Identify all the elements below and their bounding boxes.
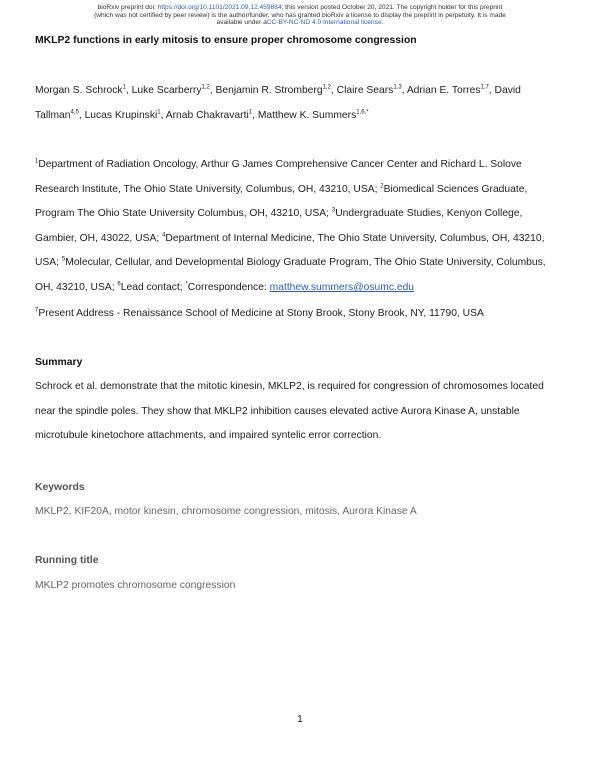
author-separator: , xyxy=(125,85,132,96)
author-separator: , xyxy=(401,85,407,96)
lead-contact: Lead contact; xyxy=(120,281,186,293)
author-affiliation-marker: 1,2 xyxy=(322,84,331,91)
correspondence-label: Correspondence: xyxy=(187,281,270,293)
preprint-notice-line-2: (which was not certified by peer review) is the author/funder, who has granted bioRxiv a license to display the preprint in perpetuity. It is made xyxy=(94,11,506,19)
preprint-notice-line-1: bioRxiv preprint doi: https://doi.org/10.1101/2021.09.12.459884; this version posted October 20, 2021. The copyright holder for this preprint xyxy=(97,4,503,11)
affiliations: $^1$Department of Radiation Oncology, Arthur G James Comprehensive Cancer Center and Richard L. Solove Research Institute, The Ohio State University, Columbus, OH, 43210, USA; $^2$Biomedical Sciences Graduate, Program The Ohio State University Columbus, OH, 43210, USA; $^3$Undergraduate Studies, Kenyon College, Gambier, OH, 43022, USA; $^4$Department of Internal Medicine, The Ohio State University, Columbus, OH, 43210, USA; $^5$Molecular, Cellular, and Developmental Biology Graduate Program, The Ohio State University, Columbus, OH, 43210, USA; $^6$Lead contact; *Correspondence: matthew.summers@osumc.edu xyxy=(35,158,546,293)
page-number: 1 xyxy=(297,714,303,725)
paper-title: MKLP2 functions in early mitosis to ensure proper chromosome congression xyxy=(35,35,417,46)
affiliation-7: $^7$Present Address - Renaissance School of Medicine at Stony Brook, Stony Brook, NY, 11790, USA xyxy=(35,307,484,319)
preprint-notice xyxy=(40,4,560,27)
author-list xyxy=(35,79,557,128)
author-name: Luke Scarberry xyxy=(131,85,202,96)
author-separator: , xyxy=(78,109,85,121)
author-name: Matthew K. Summers xyxy=(257,109,357,121)
doi-link[interactable]: https://doi.org/10.1101/2021.09.12.459884 xyxy=(157,4,282,11)
author-affiliation-marker: 1,7 xyxy=(480,84,489,91)
affiliation-2: Biomedical Sciences Graduate, Program The Ohio State University Columbus, OH, 43210, USA; xyxy=(35,183,528,220)
author-affiliation-marker: 1 xyxy=(122,84,126,91)
author-name: Benjamin R. Stromberg xyxy=(215,85,323,96)
preprint-notice-line-3: available under aCC-BY-NC-ND 4.0 International license. xyxy=(216,19,384,27)
author-affiliation-marker: 1,3 xyxy=(393,84,402,91)
affiliation-5: Molecular, Cellular, and Developmental Biology Graduate Program, The Ohio State University, Columbus, OH, 43210, USA; xyxy=(35,257,546,293)
author-affiliation-marker: 1,6,* xyxy=(356,109,369,116)
author-name: David Tallman xyxy=(35,85,521,121)
author-affiliation-marker: 1 xyxy=(248,109,253,116)
running-title-heading: Running title xyxy=(35,555,99,566)
license-link[interactable]: CC-BY-NC-ND 4.0 International license xyxy=(266,19,382,27)
author-name: Lucas Krupinski xyxy=(84,109,158,121)
author-name: Arnab Chakravarti xyxy=(165,109,249,121)
author-name: Adrian E. Torres xyxy=(406,85,481,96)
author-affiliation-marker: 4,5 xyxy=(70,109,79,116)
affiliation-4: Department of Internal Medicine, The Ohio State University, Columbus, OH, 43210, USA; xyxy=(35,232,545,269)
author-affiliation-marker: 1,2 xyxy=(201,84,210,91)
author-separator: , xyxy=(209,85,216,96)
author-separator: , xyxy=(488,85,495,96)
keywords-text: MKLP2, KIF20A, motor kinesin, chromosome congression, mitosis, Aurora Kinase A xyxy=(35,506,417,517)
author-separator: , xyxy=(330,85,337,96)
author-separator: , xyxy=(252,109,258,121)
keywords-heading: Keywords xyxy=(35,482,85,493)
correspondence-email-link[interactable]: matthew.summers@osumc.edu xyxy=(269,281,415,293)
author-separator: , xyxy=(160,109,166,121)
summary-heading: Summary xyxy=(35,357,83,368)
affiliation-3: Undergraduate Studies, Kenyon College, Gambier, OH, 43022, USA; xyxy=(35,208,523,244)
running-title-text: MKLP2 promotes chromosome congression xyxy=(35,580,236,591)
affiliation-1: Department of Radiation Oncology, Arthur G James Comprehensive Cancer Center and Richard L. Solove Research Institute, The Ohio State University, Columbus, OH, 43210, USA; xyxy=(35,159,522,195)
author-name: Morgan S. Schrock xyxy=(35,85,123,96)
author-name: Claire Sears xyxy=(336,85,394,96)
author-affiliation-marker: 1 xyxy=(157,109,161,116)
summary-text: Schrock et al. demonstrate that the mitotic kinesin, MKLP2, is required for congression of chromosomes located near the spindle poles. They show that MKLP2 inhibition causes elevated active Aurora Kinase A, unstable microtubule kinetochore attachments, and impaired syntelic error correction. xyxy=(35,381,544,442)
